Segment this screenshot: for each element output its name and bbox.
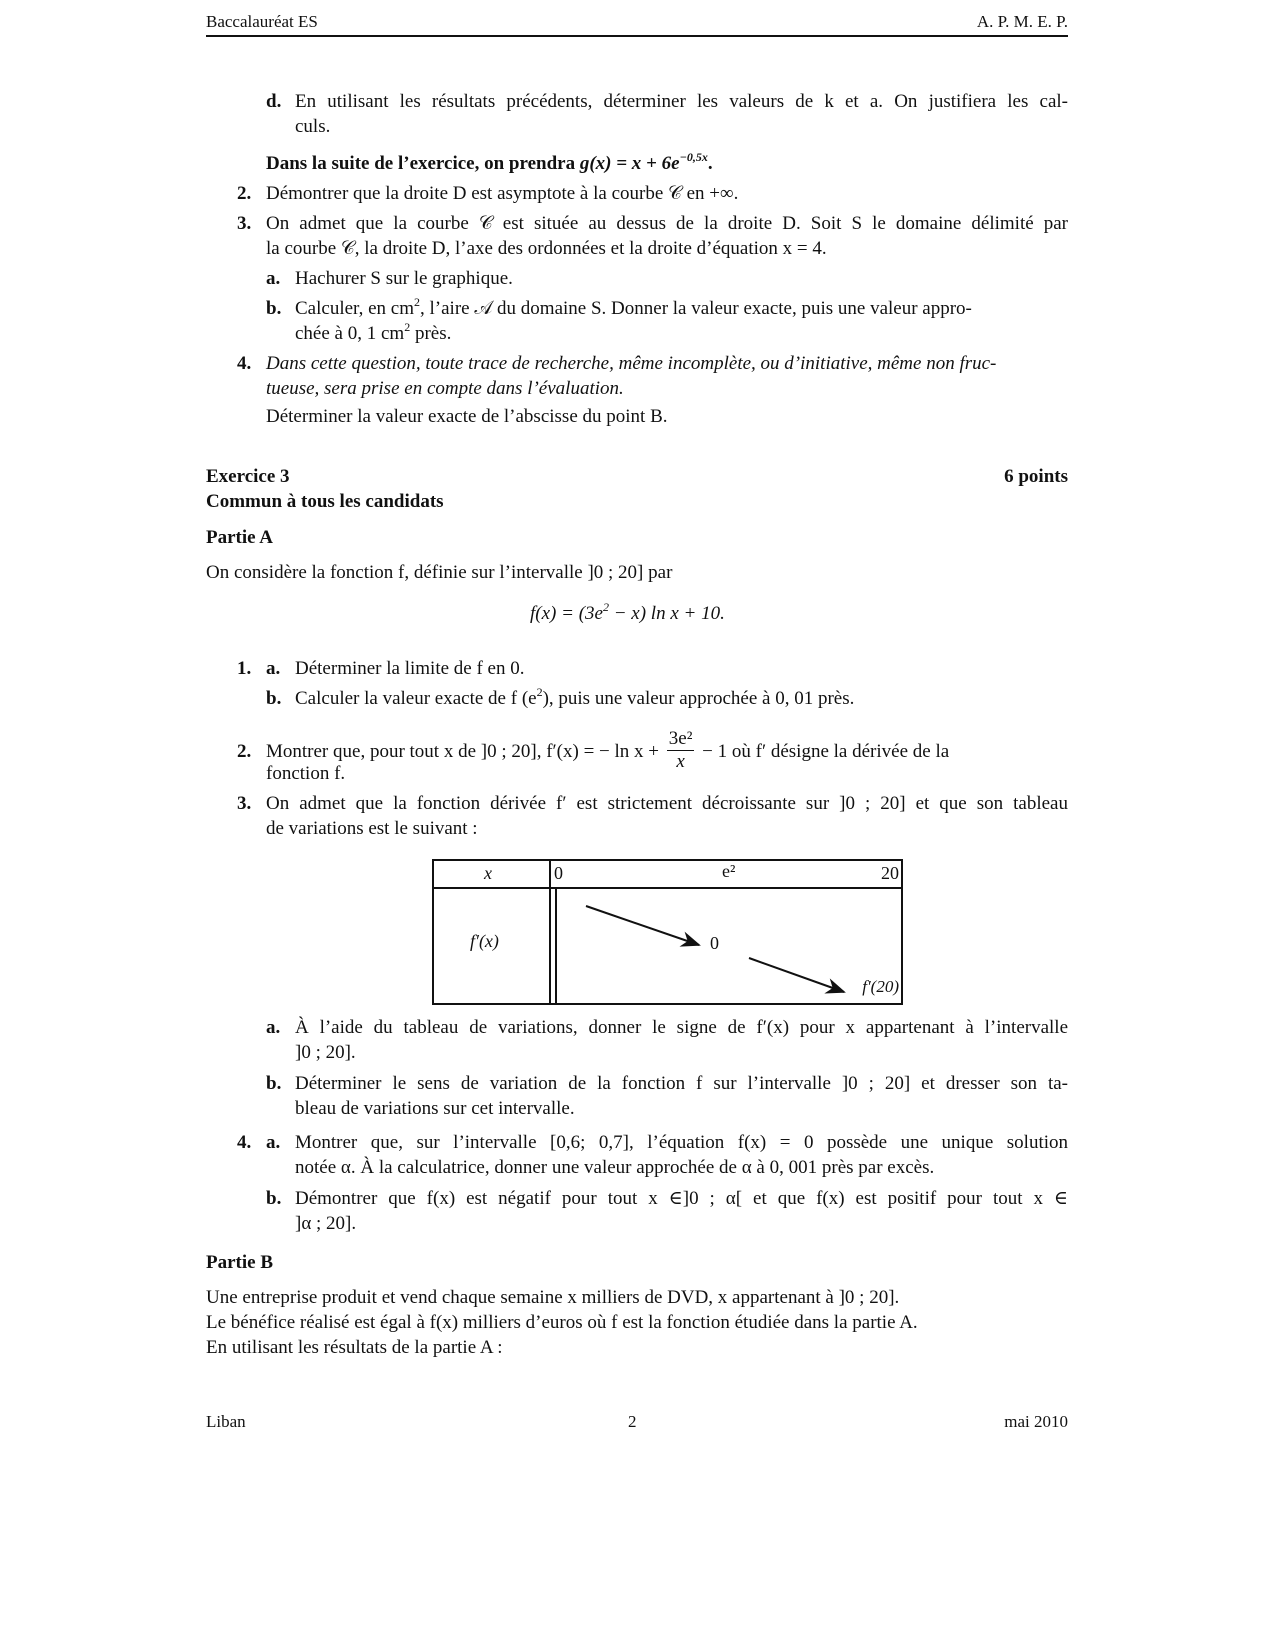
question-A3-line2: de variations est le suivant : bbox=[266, 818, 478, 839]
function-formula: $f(x) = (3e^2 - x)$ ln x + 10. bbox=[530, 599, 725, 624]
question-A3: 3. On admet que la fonction dérivée f′ est strictement décroissante sur ]0 ; 20] et que son tableau bbox=[237, 793, 1068, 814]
question-4-line2: tueuse, sera prise en compte dans l’évaluation. bbox=[266, 378, 624, 399]
footer-right: mai 2010 bbox=[1004, 1412, 1068, 1431]
question-4-line3: Déterminer la valeur exacte de l’abscisse du point B. bbox=[266, 406, 668, 427]
exercise-subtitle: Commun à tous les candidats bbox=[206, 491, 444, 512]
item-label: d. bbox=[266, 91, 282, 112]
table-middle-value: 0 bbox=[710, 933, 719, 953]
footer-left: Liban bbox=[206, 1412, 246, 1431]
question-A4a-line2: notée α. À la calculatrice, donner une valeur approchée de α à 0, 001 près par excès. bbox=[295, 1157, 935, 1178]
question-3b-line2: chée à 0, 1 $cm^2$ près. bbox=[295, 319, 452, 344]
question-A4b: b. Démontrer que f(x) est négatif pour tout x ∈]0 ; α[ et que f(x) est positif pour tout x ∈ bbox=[266, 1188, 1068, 1209]
question-A1a: 1. a. Déterminer la limite de f en 0. bbox=[237, 658, 525, 679]
partie-b-line1: Une entreprise produit et vend chaque semaine x milliers de DVD, x appartenant à ]0 ; 20]. bbox=[206, 1287, 900, 1308]
page-number: 2 bbox=[628, 1412, 637, 1431]
bold-note: Dans la suite de l’exercice, on prendra $g(x) = x + 6e^{-0,5x}$. bbox=[266, 149, 713, 174]
question-A4a: 4. a. Montrer que, sur l’intervalle [0,6; 0,7], l’équation f(x) = 0 possède une unique solution bbox=[237, 1132, 1068, 1153]
partie-b-title: Partie B bbox=[206, 1252, 274, 1273]
decreasing-arrows-icon bbox=[434, 861, 905, 1007]
partie-b-line3: En utilisant les résultats de la partie A : bbox=[206, 1337, 503, 1358]
question-A2: 2. Montrer que, pour tout x de ]0 ; 20], f′(x) = − ln x + $\frac{\text{3e²}}{x}$ − 1 où f′ désigne la dérivée de la bbox=[237, 728, 950, 772]
table-x-mid: e² bbox=[722, 861, 736, 881]
question-A2-line2: fonction f. bbox=[266, 763, 346, 784]
table-x-start: 0 bbox=[554, 863, 563, 883]
question-4: 4. Dans cette question, toute trace de recherche, même incomplète, ou d’initiative, même non fruc- bbox=[237, 353, 997, 374]
variation-table bbox=[432, 859, 903, 1005]
partie-a-title: Partie A bbox=[206, 527, 274, 548]
question-1d-line2: culs. bbox=[295, 116, 331, 137]
question-A1b: b. Calculer la valeur exacte de f $(e^2)$, puis une valeur approchée à 0, 01 près. bbox=[266, 684, 855, 709]
question-3a: a. Hachurer S sur le graphique. bbox=[266, 268, 513, 289]
question-A4b-line2: ]α ; 20]. bbox=[295, 1213, 357, 1234]
header-right: A. P. M. E. P. bbox=[976, 12, 1068, 31]
table-x-end: 20 bbox=[881, 863, 899, 883]
question-A3a: a. À l’aide du tableau de variations, donner le signe de f′(x) pour x appartenant à l’intervalle bbox=[266, 1017, 1068, 1038]
question-3: 3. On admet que la courbe 𝒞 est située au dessus de la droite D. Soit S le domaine délimité par bbox=[237, 213, 1068, 234]
question-3b: b. Calculer, en $cm^2$, l’aire 𝒜 du domaine S. Donner la valeur exacte, puis une valeur appro- bbox=[266, 294, 972, 319]
question-1d: d. En utilisant les résultats précédents, déterminer les valeurs de k et a. On justifiera les cal- bbox=[266, 91, 1068, 112]
exercise-title: Exercice 3 bbox=[206, 466, 290, 487]
question-A3a-line2: ]0 ; 20]. bbox=[295, 1042, 356, 1063]
table-fprime-label: f′(x) bbox=[470, 931, 499, 951]
partie-a-intro: On considère la fonction f, définie sur l’intervalle ]0 ; 20] par bbox=[206, 562, 673, 583]
header-rule bbox=[206, 35, 1068, 37]
question-2: 2. Démontrer que la droite D est asymptote à la courbe 𝒞 en +∞. bbox=[237, 183, 739, 204]
question-3-line2: la courbe 𝒞, la droite D, l’axe des ordonnées et la droite d’équation x = 4. bbox=[266, 238, 827, 259]
table-end-value: f′(20) bbox=[862, 977, 899, 996]
header-left: Baccalauréat ES bbox=[206, 12, 318, 31]
table-x-label: x bbox=[484, 863, 492, 883]
exercise-points: 6 points bbox=[1004, 466, 1068, 487]
question-A3b: b. Déterminer le sens de variation de la fonction f sur l’intervalle ]0 ; 20] et dresser son ta- bbox=[266, 1073, 1068, 1094]
fraction: $\frac{\text{3e²}}{x}$ bbox=[668, 728, 693, 772]
question-A3b-line2: bleau de variations sur cet intervalle. bbox=[295, 1098, 575, 1119]
partie-b-line2: Le bénéfice réalisé est égal à f(x) milliers d’euros où f est la fonction étudiée dans la partie A. bbox=[206, 1312, 918, 1333]
